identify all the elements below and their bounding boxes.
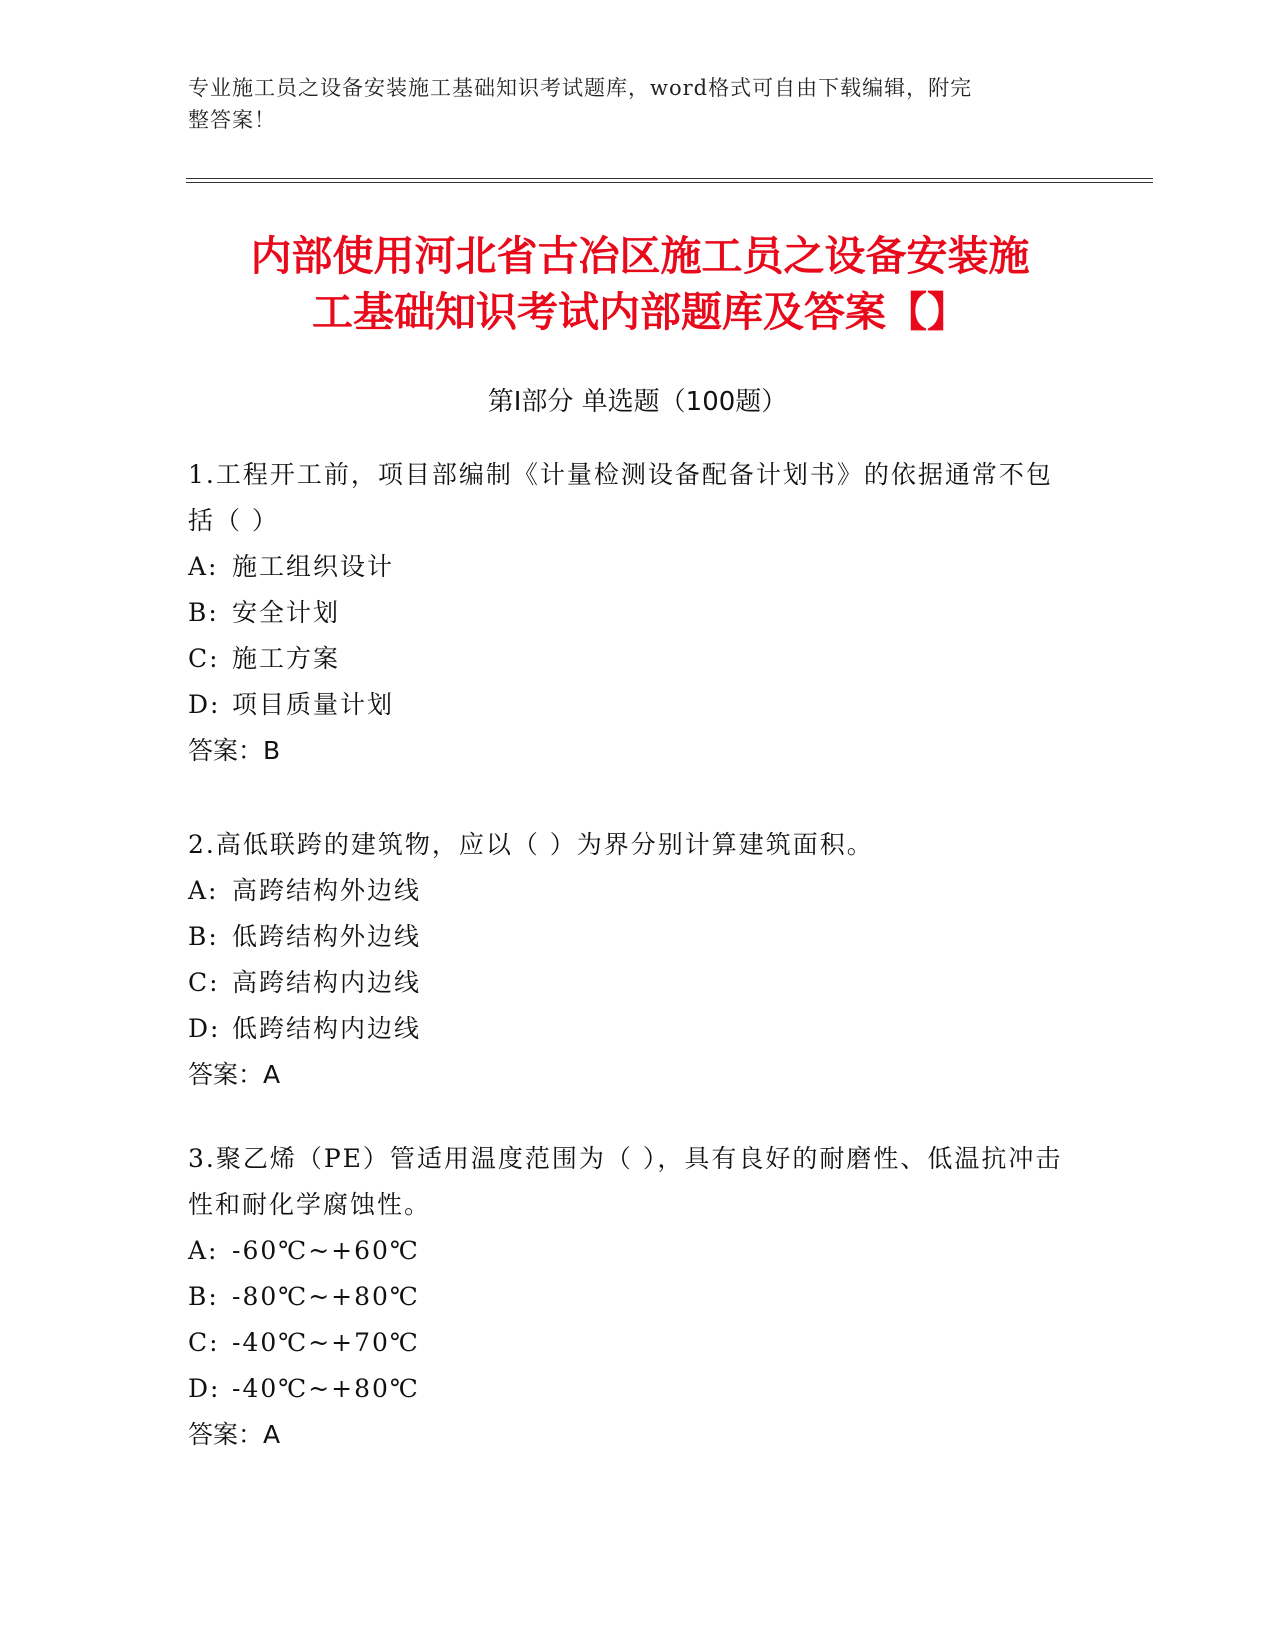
header-note-line-1: 专业施工员之设备安装施工基础知识考试题库，word格式可自由下载编辑，附完	[188, 76, 973, 100]
option-d	[188, 682, 1068, 728]
option-letter: D:	[188, 690, 221, 719]
option-letter: B:	[188, 1282, 219, 1311]
option-letter: B:	[188, 922, 219, 951]
option-c	[188, 960, 1068, 1006]
question-stem: 1.工程开工前，项目部编制《计量检测设备配备计划书》的依据通常不包括（ ）	[188, 460, 1053, 535]
option-c	[188, 636, 1068, 682]
question-stem: 3.聚乙烯（PE）管适用温度范围为（ ），具有良好的耐磨性、低温抗冲击性和耐化学腐蚀性。	[188, 1144, 1063, 1219]
option-letter: A:	[188, 876, 219, 905]
option-letter: C:	[188, 968, 220, 997]
option-b	[188, 1274, 1068, 1320]
option-b	[188, 590, 1068, 636]
question-3	[188, 1136, 1068, 1458]
document-title-line-1: 内部使用河北省古冶区施工员之设备安装施	[250, 232, 1030, 280]
option-text: -60℃~+60℃	[232, 1236, 420, 1265]
question-1	[188, 452, 1068, 774]
answer: 答案：A	[188, 1060, 281, 1089]
answer: 答案：B	[188, 736, 281, 765]
option-a	[188, 868, 1068, 914]
option-text: 高跨结构外边线	[232, 876, 422, 905]
option-letter: C:	[188, 1328, 220, 1357]
option-text: -40℃~+70℃	[232, 1328, 420, 1357]
option-text: 安全计划	[232, 598, 341, 627]
option-b	[188, 914, 1068, 960]
option-d	[188, 1366, 1068, 1412]
header-note	[188, 72, 1068, 136]
option-a	[188, 544, 1068, 590]
option-letter: D:	[188, 1374, 221, 1403]
option-letter: D:	[188, 1014, 221, 1043]
question-2	[188, 822, 1068, 1098]
option-c	[188, 1320, 1068, 1366]
option-text: 低跨结构内边线	[232, 1014, 422, 1043]
option-letter: B:	[188, 598, 219, 627]
document-title-line-2: 工基础知识考试内部题库及答案【】	[312, 288, 968, 336]
option-a	[188, 1228, 1068, 1274]
option-text: 高跨结构内边线	[232, 968, 422, 997]
option-text: 施工组织设计	[232, 552, 395, 581]
option-text: -80℃~+80℃	[232, 1282, 420, 1311]
section-heading: 第Ⅰ部分 单选题（100题）	[487, 387, 788, 417]
option-text: 项目质量计划	[232, 690, 395, 719]
option-text: 低跨结构外边线	[232, 922, 422, 951]
option-text: 施工方案	[232, 644, 341, 673]
option-letter: A:	[188, 552, 219, 581]
option-text: -40℃~+80℃	[232, 1374, 420, 1403]
option-letter: A:	[188, 1236, 219, 1265]
header-note-line-2: 整答案！	[188, 108, 276, 132]
option-letter: C:	[188, 644, 220, 673]
answer: 答案：A	[188, 1420, 281, 1449]
option-d	[188, 1006, 1068, 1052]
question-stem: 2.高低联跨的建筑物，应以（ ）为界分别计算建筑面积。	[188, 830, 874, 859]
document-title	[190, 228, 1090, 340]
header-divider	[186, 178, 1153, 183]
